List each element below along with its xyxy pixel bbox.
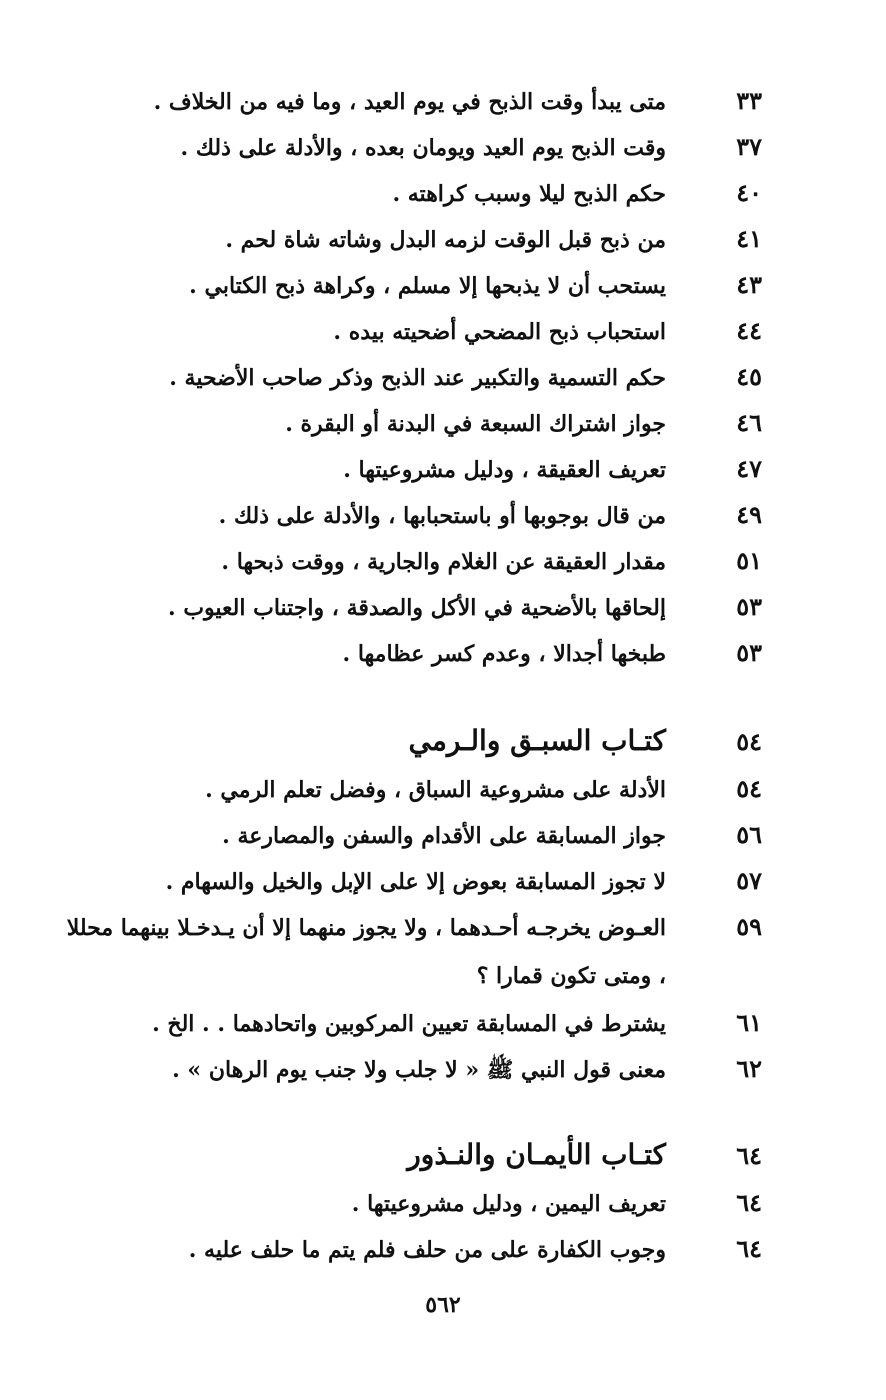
page-number: ٤٤ bbox=[736, 316, 762, 345]
toc-row bbox=[60, 354, 776, 400]
entry-text: لا تجوز المسابقة بعوض إلا على الإبل والخيل والسهام . bbox=[165, 869, 666, 895]
toc-row bbox=[60, 1180, 776, 1226]
entry-text: طبخها أجدالا ، وعدم كسر عظامها . bbox=[342, 641, 666, 667]
page-number: ٥٣ bbox=[736, 638, 762, 667]
toc-row bbox=[60, 1046, 776, 1092]
entry-text: جواز المسابقة على الأقدام والسفن والمصارعة . bbox=[222, 823, 666, 849]
toc-row bbox=[60, 216, 776, 262]
toc-row bbox=[60, 858, 776, 904]
toc-row bbox=[60, 308, 776, 354]
entry-text: مقدار العقيقة عن الغلام والجارية ، ووقت ذبحها . bbox=[221, 549, 666, 575]
toc-row bbox=[60, 630, 776, 676]
entry-text: استحباب ذبح المضحي أضحيته بيده . bbox=[333, 319, 666, 345]
page-number: ٦١ bbox=[736, 1008, 762, 1037]
toc-row bbox=[60, 78, 776, 124]
page-number: ٦٤ bbox=[736, 1188, 762, 1217]
toc-row bbox=[60, 446, 776, 492]
toc-row bbox=[60, 584, 776, 630]
page-number: ٥٧ bbox=[736, 866, 762, 895]
table-of-contents bbox=[60, 78, 776, 1272]
entry-text: من قال بوجوبها أو باستحبابها ، والأدلة على ذلك . bbox=[218, 503, 666, 529]
entry-text: جواز اشتراك السبعة في البدنة أو البقرة . bbox=[285, 411, 666, 437]
section-spacer bbox=[60, 1092, 776, 1130]
toc-row bbox=[60, 170, 776, 216]
entry-text: الأدلة على مشروعية السباق ، وفضل تعلم الرمي . bbox=[205, 777, 666, 803]
page-number: ٤٦ bbox=[736, 408, 762, 437]
toc-chapter-heading bbox=[60, 1130, 776, 1180]
page-folio-number: ٥٦٢ bbox=[425, 1292, 461, 1318]
toc-row bbox=[60, 124, 776, 170]
entry-text: العـوض يخرجـه أحـدهما ، ولا يجوز منهما إلا أن يـدخـلا بينهما محللا ، ومتى تكون قمارا ؟ bbox=[66, 915, 666, 989]
page-number: ٤٥ bbox=[736, 362, 762, 391]
page-number: ٥٤ bbox=[736, 774, 762, 803]
entry-text: متى يبدأ وقت الذبح في يوم العيد ، وما فيه من الخلاف . bbox=[153, 89, 666, 115]
page-number: ٤٩ bbox=[736, 500, 762, 529]
toc-row bbox=[60, 538, 776, 584]
toc-row bbox=[60, 904, 776, 1000]
entry-text: تعريف العقيقة ، ودليل مشروعيتها . bbox=[343, 457, 666, 483]
chapter-title: كتـاب الأيمـان والنـذور bbox=[407, 1138, 666, 1171]
toc-chapter-heading bbox=[60, 716, 776, 766]
page-number: ٥٦ bbox=[736, 820, 762, 849]
entry-text: من ذبح قبل الوقت لزمه البدل وشاته شاة لحم . bbox=[225, 227, 666, 253]
toc-row bbox=[60, 492, 776, 538]
page-number: ٥٤ bbox=[736, 727, 762, 756]
toc-row bbox=[60, 262, 776, 308]
page-number: ٤١ bbox=[736, 224, 762, 253]
entry-text: يشترط في المسابقة تعيين المركوبين واتحادهما . . الخ . bbox=[152, 1011, 666, 1037]
toc-row bbox=[60, 1226, 776, 1272]
toc-row bbox=[60, 400, 776, 446]
toc-row bbox=[60, 1000, 776, 1046]
entry-text: حكم الذبح ليلا وسبب كراهته . bbox=[392, 181, 666, 207]
page-number: ٦٤ bbox=[736, 1141, 762, 1170]
page-number: ٤٣ bbox=[736, 270, 762, 299]
page-number: ٦٤ bbox=[736, 1234, 762, 1263]
entry-text: معنى قول النبي ﷺ « لا جلب ولا جنب يوم الرهان » . bbox=[172, 1057, 666, 1083]
page-number: ٣٣ bbox=[736, 86, 762, 115]
toc-row bbox=[60, 766, 776, 812]
page-number: ٥١ bbox=[736, 546, 762, 575]
entry-text: إلحاقها بالأضحية في الأكل والصدقة ، واجتناب العيوب . bbox=[168, 595, 666, 621]
page-number: ٤٧ bbox=[736, 454, 762, 483]
page-number: ٥٣ bbox=[736, 592, 762, 621]
section-spacer bbox=[60, 676, 776, 716]
entry-text: تعريف اليمين ، ودليل مشروعيتها . bbox=[351, 1191, 666, 1217]
page-number: ٥٩ bbox=[736, 912, 762, 941]
entry-text: وجوب الكفارة على من حلف فلم يتم ما حلف عليه . bbox=[188, 1237, 666, 1263]
chapter-title: كتـاب السبـق والـرمي bbox=[408, 724, 666, 757]
toc-row bbox=[60, 812, 776, 858]
page-number: ٣٧ bbox=[736, 132, 762, 161]
entry-text: حكم التسمية والتكبير عند الذبح وذكر صاحب الأضحية . bbox=[169, 365, 666, 391]
entry-text: يستحب أن لا يذبحها إلا مسلم ، وكراهة ذبح الكتابي . bbox=[189, 273, 666, 299]
page-number: ٦٢ bbox=[736, 1054, 762, 1083]
page-number: ٤٠ bbox=[736, 178, 762, 207]
entry-text: وقت الذبح يوم العيد ويومان بعده ، والأدلة على ذلك . bbox=[180, 135, 666, 161]
